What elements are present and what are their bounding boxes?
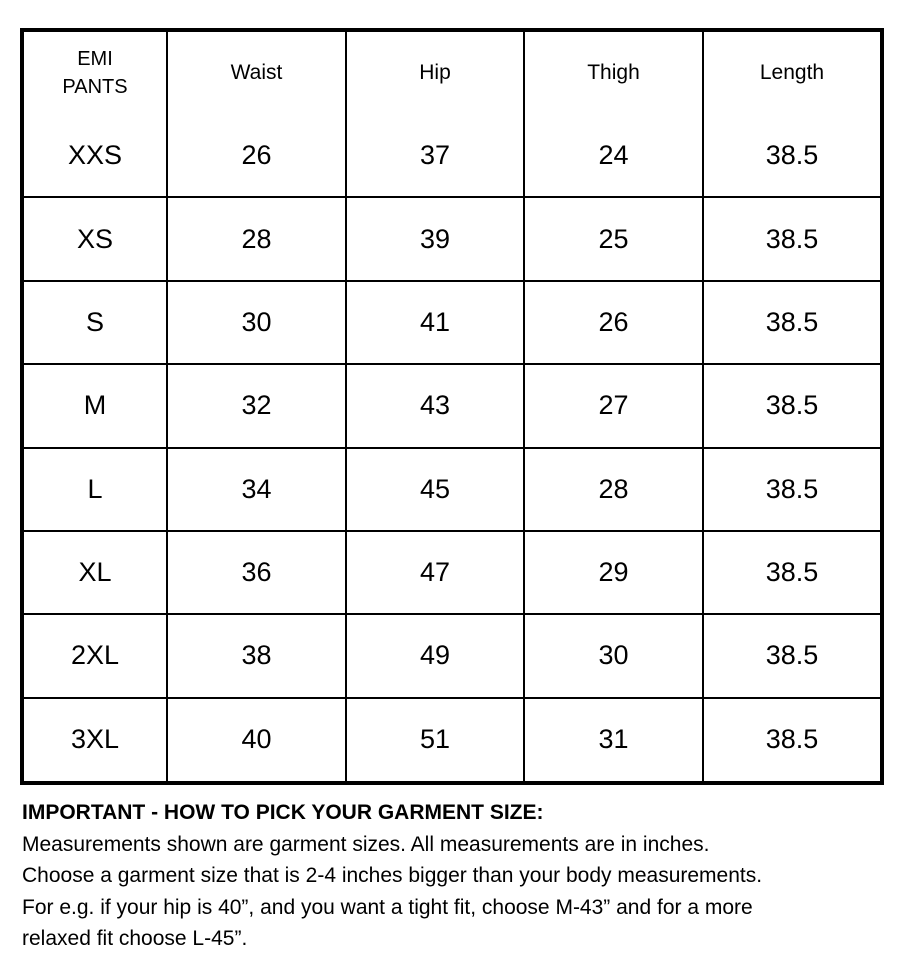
notes-line: Measurements shown are garment sizes. All measurements are in inches. bbox=[22, 832, 710, 856]
hip-cell: 47 bbox=[346, 531, 524, 614]
waist-cell: 26 bbox=[167, 114, 346, 197]
length-cell: 38.5 bbox=[703, 197, 880, 280]
hip-cell: 51 bbox=[346, 698, 524, 781]
table-row bbox=[24, 114, 880, 197]
hip-cell: 37 bbox=[346, 114, 524, 197]
header-row bbox=[24, 32, 880, 114]
column-header-thigh: Thigh bbox=[524, 32, 703, 114]
size-chart bbox=[20, 28, 884, 785]
waist-cell: 30 bbox=[167, 281, 346, 364]
thigh-cell: 25 bbox=[524, 197, 703, 280]
size-label: S bbox=[24, 281, 167, 364]
size-table bbox=[24, 32, 880, 781]
thigh-cell: 28 bbox=[524, 448, 703, 531]
column-header-hip: Hip bbox=[346, 32, 524, 114]
table-row bbox=[24, 448, 880, 531]
waist-cell: 34 bbox=[167, 448, 346, 531]
size-label: XXS bbox=[24, 114, 167, 197]
hip-cell: 41 bbox=[346, 281, 524, 364]
size-label: 2XL bbox=[24, 614, 167, 697]
waist-cell: 38 bbox=[167, 614, 346, 697]
corner-header bbox=[24, 32, 167, 114]
notes-heading: IMPORTANT - HOW TO PICK YOUR GARMENT SIZE: bbox=[22, 801, 544, 824]
hip-cell: 45 bbox=[346, 448, 524, 531]
length-cell: 38.5 bbox=[703, 281, 880, 364]
table-row bbox=[24, 197, 880, 280]
size-label: 3XL bbox=[24, 698, 167, 781]
thigh-cell: 30 bbox=[524, 614, 703, 697]
table-row bbox=[24, 281, 880, 364]
length-cell: 38.5 bbox=[703, 614, 880, 697]
waist-cell: 28 bbox=[167, 197, 346, 280]
table-row bbox=[24, 698, 880, 781]
thigh-cell: 26 bbox=[524, 281, 703, 364]
length-cell: 38.5 bbox=[703, 114, 880, 197]
hip-cell: 43 bbox=[346, 364, 524, 447]
hip-cell: 49 bbox=[346, 614, 524, 697]
table-row bbox=[24, 614, 880, 697]
thigh-cell: 24 bbox=[524, 114, 703, 197]
waist-cell: 32 bbox=[167, 364, 346, 447]
notes-line: Choose a garment size that is 2-4 inches bigger than your body measurements. bbox=[22, 864, 763, 887]
notes-line: For e.g. if your hip is 40”, and you want a tight fit, choose M-43” and for a more bbox=[22, 895, 753, 919]
size-label: L bbox=[24, 448, 167, 531]
corner-header-line1: EMI bbox=[77, 48, 113, 70]
table-row bbox=[24, 531, 880, 614]
size-label: M bbox=[24, 364, 167, 447]
waist-cell: 36 bbox=[167, 531, 346, 614]
length-cell: 38.5 bbox=[703, 531, 880, 614]
sizing-notes bbox=[22, 797, 892, 955]
length-cell: 38.5 bbox=[703, 698, 880, 781]
waist-cell: 40 bbox=[167, 698, 346, 781]
thigh-cell: 29 bbox=[524, 531, 703, 614]
corner-header-line2: PANTS bbox=[62, 76, 128, 98]
thigh-cell: 27 bbox=[524, 364, 703, 447]
thigh-cell: 31 bbox=[524, 698, 703, 781]
notes-line: relaxed fit choose L-45”. bbox=[22, 927, 248, 950]
length-cell: 38.5 bbox=[703, 448, 880, 531]
size-label: XL bbox=[24, 531, 167, 614]
size-label: XS bbox=[24, 197, 167, 280]
length-cell: 38.5 bbox=[703, 364, 880, 447]
table-row bbox=[24, 364, 880, 447]
column-header-length: Length bbox=[703, 32, 880, 114]
column-header-waist: Waist bbox=[167, 32, 346, 114]
hip-cell: 39 bbox=[346, 197, 524, 280]
